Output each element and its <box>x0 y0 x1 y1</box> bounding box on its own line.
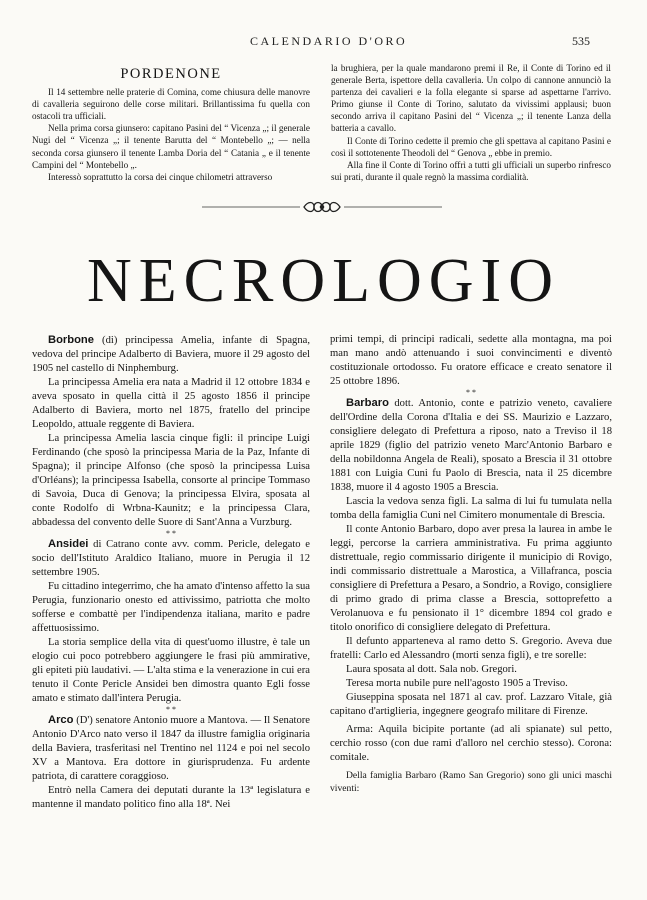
necrology-column-left <box>32 333 310 812</box>
entry-text: dott. Antonio, conte e patrizio veneto, cavaliere dell'Ordine della Corona d'Italia e dei SS. Maurizio e Lazzaro, consigliere delegato di Prefettura a riposo, nato a Treviso il 18 aprile 1829 (figlio del patrizio veneto Marc'Antonio Barbaro e della nobildonna Angela de Reali), sposato a Brescia il 31 ottobre 1881 con Luigia Cuni fu Paolo di Brescia, nata il 25 dicembre 1838, muore il 4 agosto 1905 a Brescia. <box>330 398 612 493</box>
pordenone-paragraph: la brughiera, per la quale mandarono premi il Re, il Conte di Torino ed il generale Berta, ispettore della cavalleria. Un colpo di cannone annunciò la partenza dei cavalieri e la folla elegante si sparse ad aspettarne l'arrivo. Primo giunse il Conte di Torino, salutato da vivissimi applausi; buon secondo arriva il capitano Pasini del “ Vicenza „; il tenente Lanza della batteria a cavallo. <box>331 63 611 134</box>
entry-name: Barbaro <box>346 397 389 409</box>
asterism: * * <box>166 705 176 714</box>
entry-paragraph: Il conte Antonio Barbaro, dopo aver presa la laurea in ambe le leggi, percorse la carriera amministrativa. Fu prima aggiunto distrettuale, regio commissario dirigente il municipio di Rovigo, indi commissario distrettuale a Marostica, a Villafranca, poscia consigliere di Prefettura a Pesaro, a Sondrio, a Rovigo, consigliere di primo grado di prima classe a Brescia, sottoprefetto a Verolanuova e fu pensionato il 1° dicembre 1894 col grado e titolo onorifico di consigliere delegato di Prefettura. <box>330 524 612 633</box>
pordenone-paragraph: Nella prima corsa giunsero: capitano Pasini del “ Vicenza „; il generale Nugi del “ Vicenza „; il tenente Barutta del “ Montebello „; — nella seconda corsa giunsero il tenente Lamba Doria del “ Catania „ e il tenente Campini del “ Montebello „. <box>32 123 310 170</box>
pordenone-title: PORDENONE <box>120 66 222 82</box>
running-title: CALENDARIO D'ORO <box>250 34 408 48</box>
arms-description: Arma: Aquila bicipite portante (ad ali spianate) sul petto, cerchio rosso (con due rami d'alloro nel cerchio stesso). Corona: comitale. <box>330 724 612 763</box>
entry-text: di Catrano conte avv. comm. Pericle, delegato e socio dell'Istituto Araldico Italiano, muore in Perugia il 12 settembre 1905. <box>32 539 310 578</box>
entry-arco <box>32 713 310 784</box>
entry-barbaro <box>330 396 612 495</box>
family-note: Della famiglia Barbaro (Ramo San Gregorio) sono gli unici maschi viventi: <box>330 770 612 794</box>
entry-name: Borbone <box>48 334 94 346</box>
entry-paragraph: Fu cittadino integerrimo, che ha amato d'intenso affetto la sua Perugia, funzionario onesto ed attivissimo, patriotta che molto sofferse e combattè per l'indipendenza italiana, marito e padre affettuosissimo. <box>32 581 310 634</box>
pordenone-paragraph: Il Conte di Torino cedette il premio che gli spettava al capitano Pasini e così il sottotenente Theodoli del “ Genova „ ebbe in premio. <box>331 135 611 158</box>
ornamental-divider <box>32 200 612 214</box>
entry-borbone <box>32 333 310 376</box>
entry-paragraph: primi tempi, di principi radicali, sedette alla montagna, ma poi man mano andò attenuando i suoi convincimenti e diventò costituzionale ortodosso. Fu oratore efficace e creato senatore il 25 ottobre 1896. <box>330 334 612 387</box>
entry-paragraph: La principessa Amelia era nata a Madrid il 12 ottobre 1834 e aveva sposato in quella città il 25 agosto 1856 il principe Adalberto di Baviera, morto nel 1875, fratello del principe Leopoldo, attuale reggente di Baviera. <box>32 377 310 430</box>
pordenone-paragraph: Interessò soprattutto la corsa dei cinque chilometri attraverso <box>48 171 273 182</box>
page-number: 535 <box>572 34 590 48</box>
entry-name: Ansidei <box>48 538 89 550</box>
pordenone-column-left <box>32 66 310 183</box>
pordenone-column-right <box>331 62 611 183</box>
entry-ansidei <box>32 537 310 580</box>
entry-paragraph: La storia semplice della vita di quest'uomo illustre, è tale un elogio cui poco potrebbero aggiungere le frasi più ammirative, gli epiteti più laudativi. — L'alta stima e la venerazione in cui era tenuto il Conte Pericle Ansidei ben dimostra quanto Egli fosse amato e stimato dall'intera Perugia. <box>32 637 310 704</box>
entry-text: (D') senatore Antonio muore a Mantova. — Il Senatore Antonio D'Arco nato verso il 1847 da illustre famiglia originaria della Baviera, trasferitasi nel Trentino nel 1124 e poi nel secolo XV a Mantova. Era dottore in giurisprudenza. Fu ardente patriota, di carattere coraggioso. <box>32 715 310 782</box>
sister-item: Teresa morta nubile pure nell'agosto 1905 a Treviso. <box>346 678 568 689</box>
entry-paragraph: Lascia la vedova senza figli. La salma di lui fu tumulata nella tomba della famiglia Cuni nel Cimitero monumentale di Brescia. <box>330 496 612 521</box>
fleuron-icon <box>304 203 340 212</box>
asterism: * * <box>466 388 476 397</box>
sister-item: Laura sposata al dott. Sala nob. Gregori. <box>346 664 517 675</box>
entry-paragraph: La principessa Amelia lascia cinque figli: il principe Luigi Ferdinando (che sposò la principessa Maria de la Paz, Infante di Spagna); il principe Alfonso (che sposò la principessa Luisa d'Orléans); la principessa Isabella, consorte al principe Tommaso di Savoia, Duca di Genova; la principessa Elvira, sposata al conte Rodolfo di Wrbna-Kaunitz; e la principessa Clara, abbadessa del convento delle Suore di Sant'Anna a Vurzburg. <box>32 433 310 528</box>
necrology-column-right <box>330 333 612 795</box>
entry-paragraph: Il defunto apparteneva al ramo detto S. Gregorio. Aveva due fratelli: Carlo ed Alessandro (morti senza figli), e tre sorelle: <box>330 636 612 661</box>
asterism: * * <box>166 529 176 538</box>
sister-item: Giuseppina sposata nel 1871 al cav. prof. Lazzaro Vitale, già capitano d'artiglieria, ingegnere geografo militare di Firenze. <box>330 692 612 717</box>
necrologio-title: NECROLOGIO <box>87 247 560 315</box>
entry-name: Arco <box>48 714 74 726</box>
entry-paragraph: Entrò nella Camera dei deputati durante la 13ª legislatura e mantenne il mandato politico fino alla 18ª. Nei <box>32 785 310 810</box>
pordenone-paragraph: Alla fine il Conte di Torino offrì a tutti gli ufficiali un superbo rinfresco sui prati, durante il quale regnò la massima cordialità. <box>331 159 611 182</box>
pordenone-paragraph: Il 14 settembre nelle praterie di Comina, come chiusura delle manovre di cavalleria seguirono delle corse militari. Brillantissima fu quella con ostacoli tra ufficiali. <box>32 87 310 122</box>
entry-text: (di) principessa Amelia, infante di Spagna, vedova del principe Adalberto di Baviera, muore il 29 agosto del 1905 nel castello di Ninphemburg. <box>32 335 310 374</box>
